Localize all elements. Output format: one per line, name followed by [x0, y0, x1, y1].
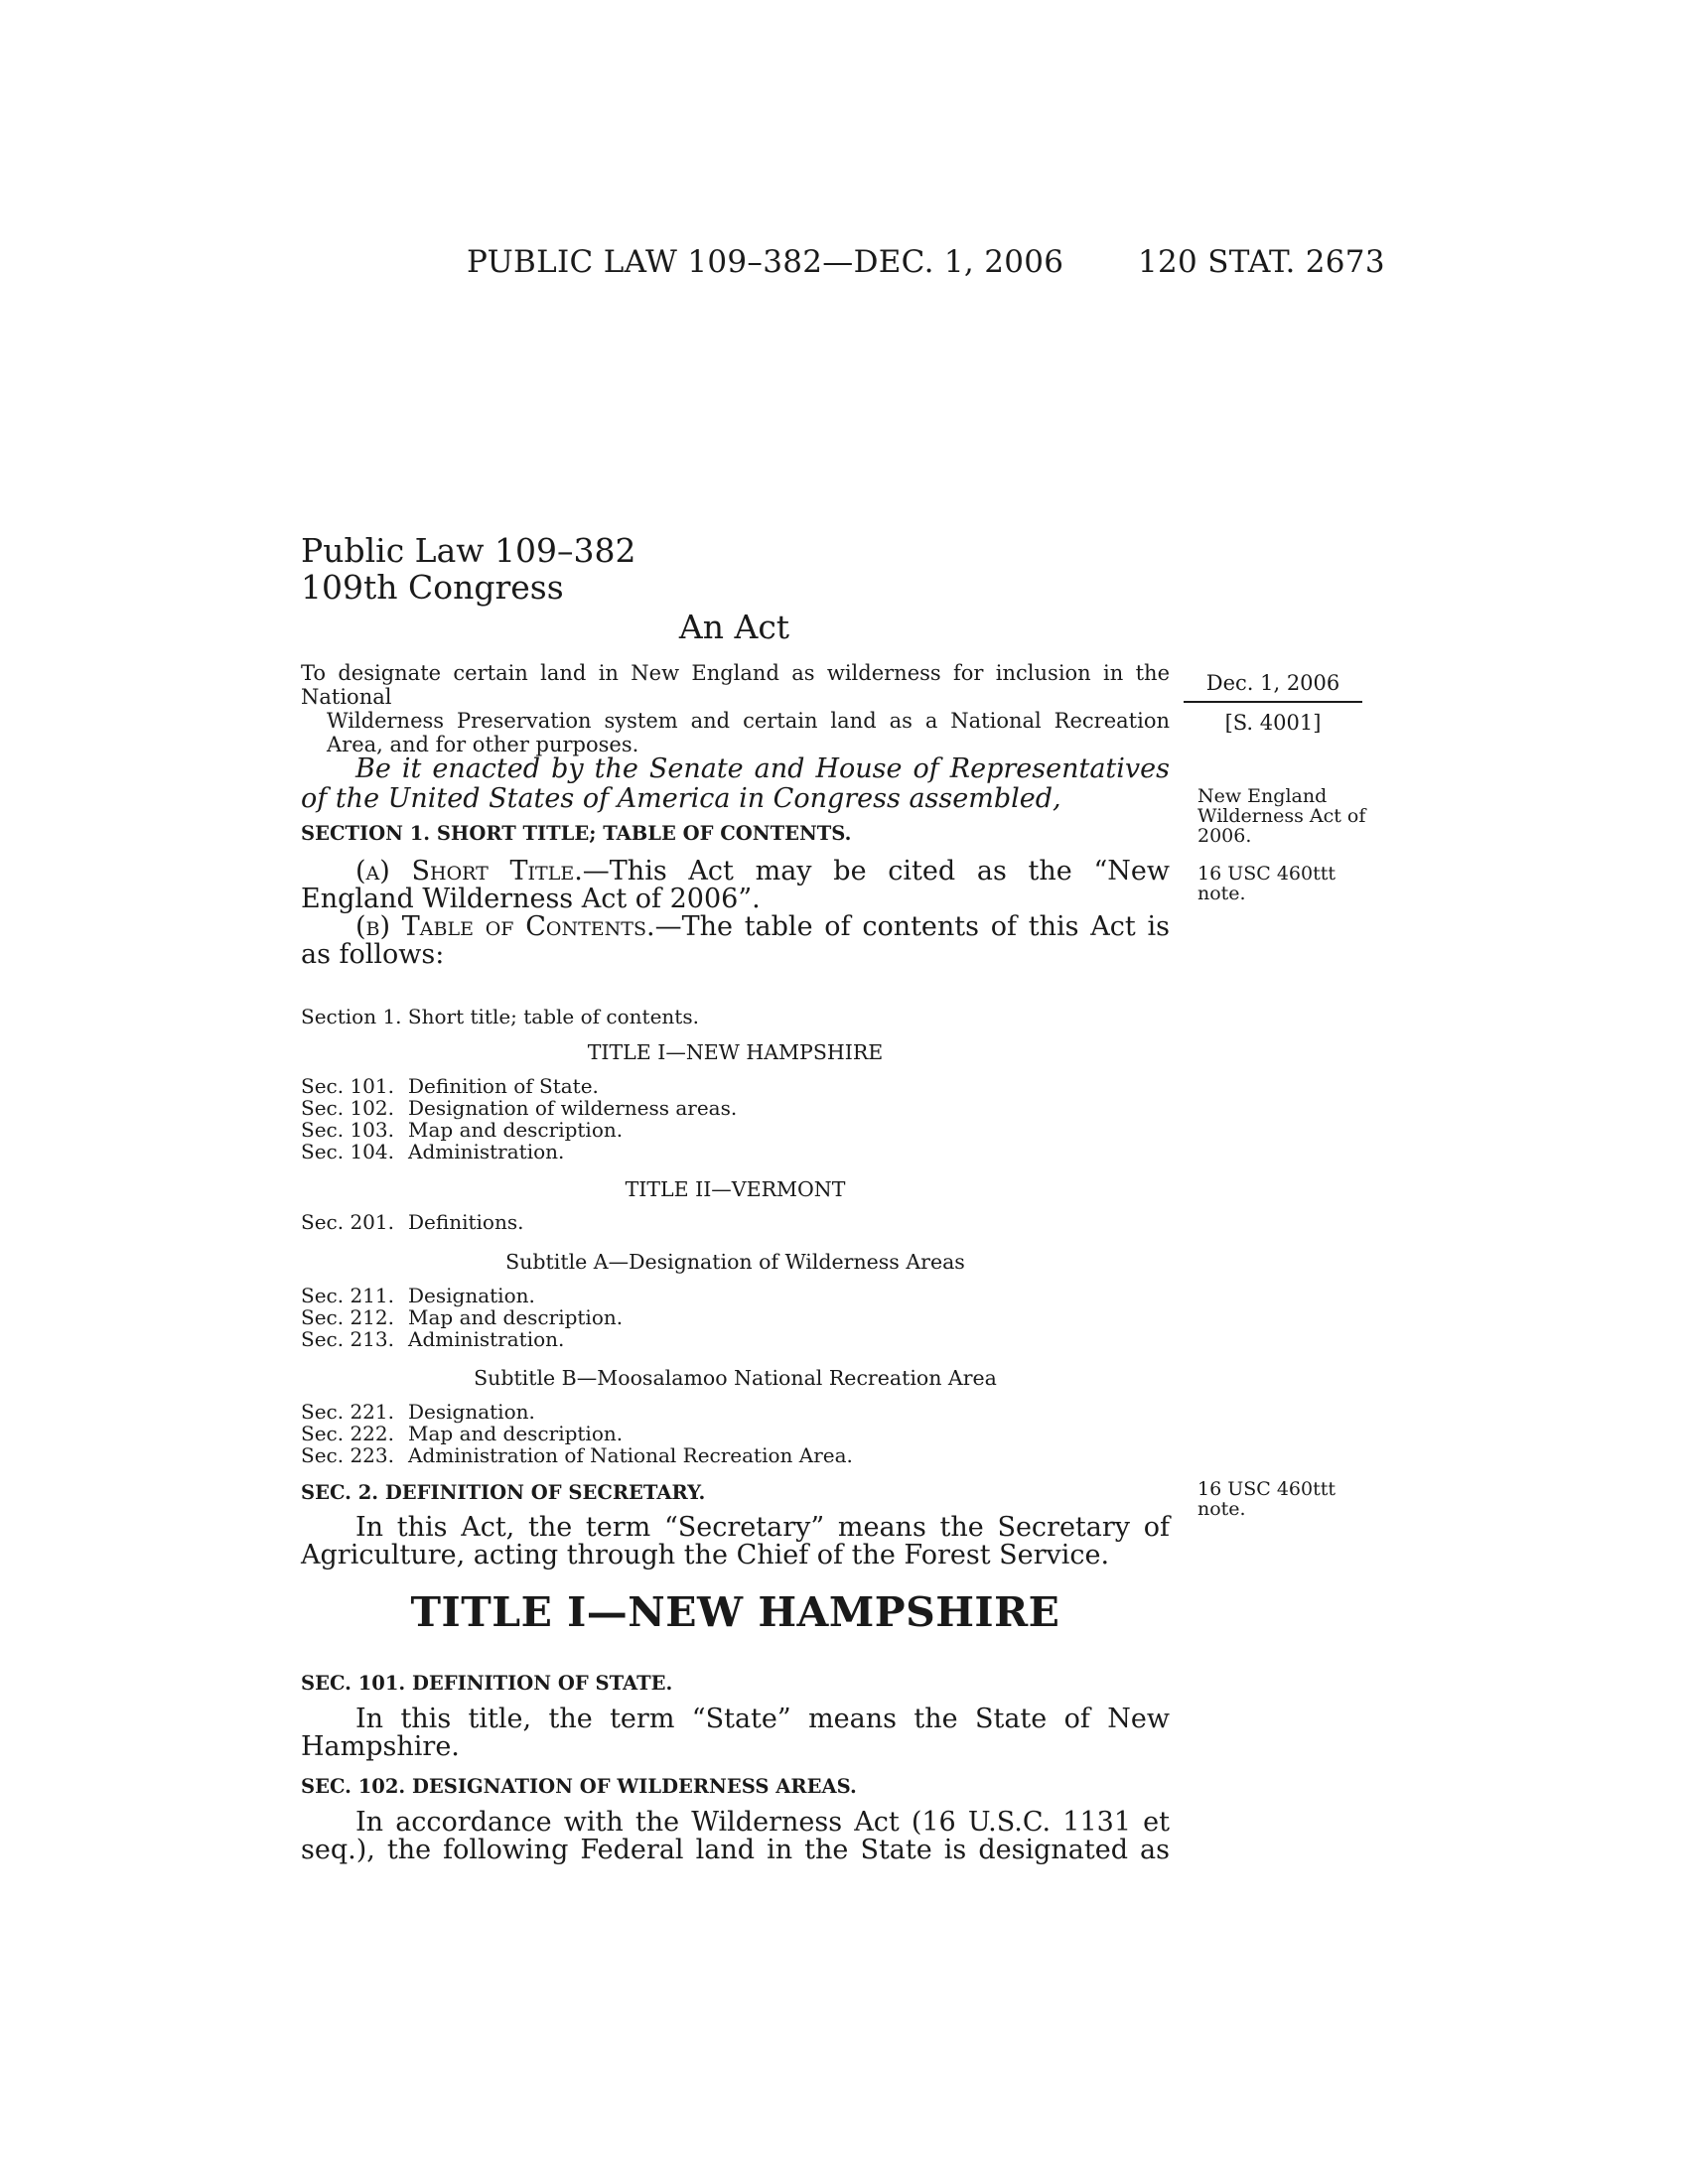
enactment-date: Dec. 1, 2006 [1205, 671, 1340, 695]
toc-subtitle-a-heading: Subtitle A—Designation of Wilderness Areas [505, 1250, 965, 1274]
toc-section-1: Section 1. Short title; table of contents. [301, 1005, 699, 1028]
toc-title-1-heading: TITLE I—NEW HAMPSHIRE [587, 1040, 884, 1064]
short-title-text: —This Act may be cited as the “New England Wilderness Act of 2006”. [301, 856, 1171, 914]
running-header-left: PUBLIC LAW 109–382—DEC. 1, 2006 [467, 244, 1064, 280]
section-101-heading: SEC. 101. DEFINITION OF STATE. [301, 1672, 673, 1695]
toc-entry: Sec. 211. Designation. [301, 1284, 535, 1307]
toc-entry: Sec. 222. Map and description. [301, 1422, 624, 1445]
toc-title-2-heading: TITLE II—VERMONT [625, 1177, 846, 1201]
toc-entry: Sec. 201. Definitions. [301, 1210, 524, 1234]
purpose-first-line: To designate certain land in New England as wilderness for inclusion in the National [301, 661, 1170, 709]
toc-entry: Sec. 104. Administration. [301, 1140, 565, 1163]
toc-entry: Sec. 213. Administration. [301, 1327, 565, 1351]
enacting-clause: Be it enacted by the Senate and House of Representatives of the United States of America in Congress assembled, [301, 753, 1170, 814]
toc-title-1-list [301, 1075, 737, 1162]
toc-entry: Sec. 101. Definition of State. [301, 1074, 599, 1098]
toc-intro-paragraph [301, 913, 1170, 969]
margin-note-short-title: New England Wilderness Act of 2006. [1197, 785, 1366, 847]
purpose-statement [301, 661, 1170, 756]
purpose-continuation: Wilderness Preservation system and certain land as a National Recreation Area, and for other purposes. [327, 709, 1170, 756]
short-title-paragraph [301, 858, 1170, 913]
toc-subtitle-b-list [301, 1401, 853, 1466]
toc-title-2-list [301, 1211, 523, 1233]
section-2-heading: SEC. 2. DEFINITION OF SECRETARY. [301, 1481, 706, 1504]
title-1-heading: TITLE I—NEW HAMPSHIRE [410, 1588, 1060, 1636]
law-number: Public Law 109–382 [301, 531, 636, 570]
enactment-date-block [1184, 671, 1362, 735]
running-header-page: 120 STAT. 2673 [1138, 244, 1385, 280]
toc-intro-text: —The table of contents of this Act is as follows: [301, 911, 1170, 970]
toc-subtitle-b-heading: Subtitle B—Moosalamoo National Recreation Area [474, 1366, 997, 1390]
an-act-heading: An Act [678, 608, 790, 646]
toc-entry: Sec. 223. Administration of National Recreation Area. [301, 1443, 853, 1467]
toc-entry: Sec. 221. Designation. [301, 1400, 535, 1424]
toc-subtitle-a-list [301, 1285, 623, 1350]
toc-entry: Sec. 103. Map and description. [301, 1118, 624, 1142]
date-divider [1184, 701, 1362, 703]
short-title-label: (a) Short Title. [355, 856, 583, 887]
toc-entry: Sec. 212. Map and description. [301, 1305, 624, 1329]
bill-number: [S. 4001] [1224, 711, 1322, 735]
toc-label: (b) Table of Contents. [355, 911, 655, 942]
section-102-text: In accordance with the Wilderness Act (16 U.S.C. 1131 et seq.), the following Federal land in the State is designated as [301, 1807, 1170, 1865]
margin-note-usc-1: 16 USC 460ttt note. [1197, 863, 1336, 904]
section-2-text: In this Act, the term “Secretary” means the Secretary of Agriculture, acting through the Chief of the Forest Service. [301, 1512, 1170, 1570]
toc-entry: Sec. 102. Designation of wilderness areas. [301, 1096, 738, 1120]
congress-number: 109th Congress [301, 568, 564, 607]
section-1-heading: SECTION 1. SHORT TITLE; TABLE OF CONTENTS. [301, 822, 852, 845]
margin-note-usc-2: 16 USC 460ttt note. [1197, 1478, 1336, 1520]
section-101-text: In this title, the term “State” means the State of New Hampshire. [301, 1704, 1170, 1762]
section-102-heading: SEC. 102. DESIGNATION OF WILDERNESS AREAS. [301, 1775, 857, 1798]
